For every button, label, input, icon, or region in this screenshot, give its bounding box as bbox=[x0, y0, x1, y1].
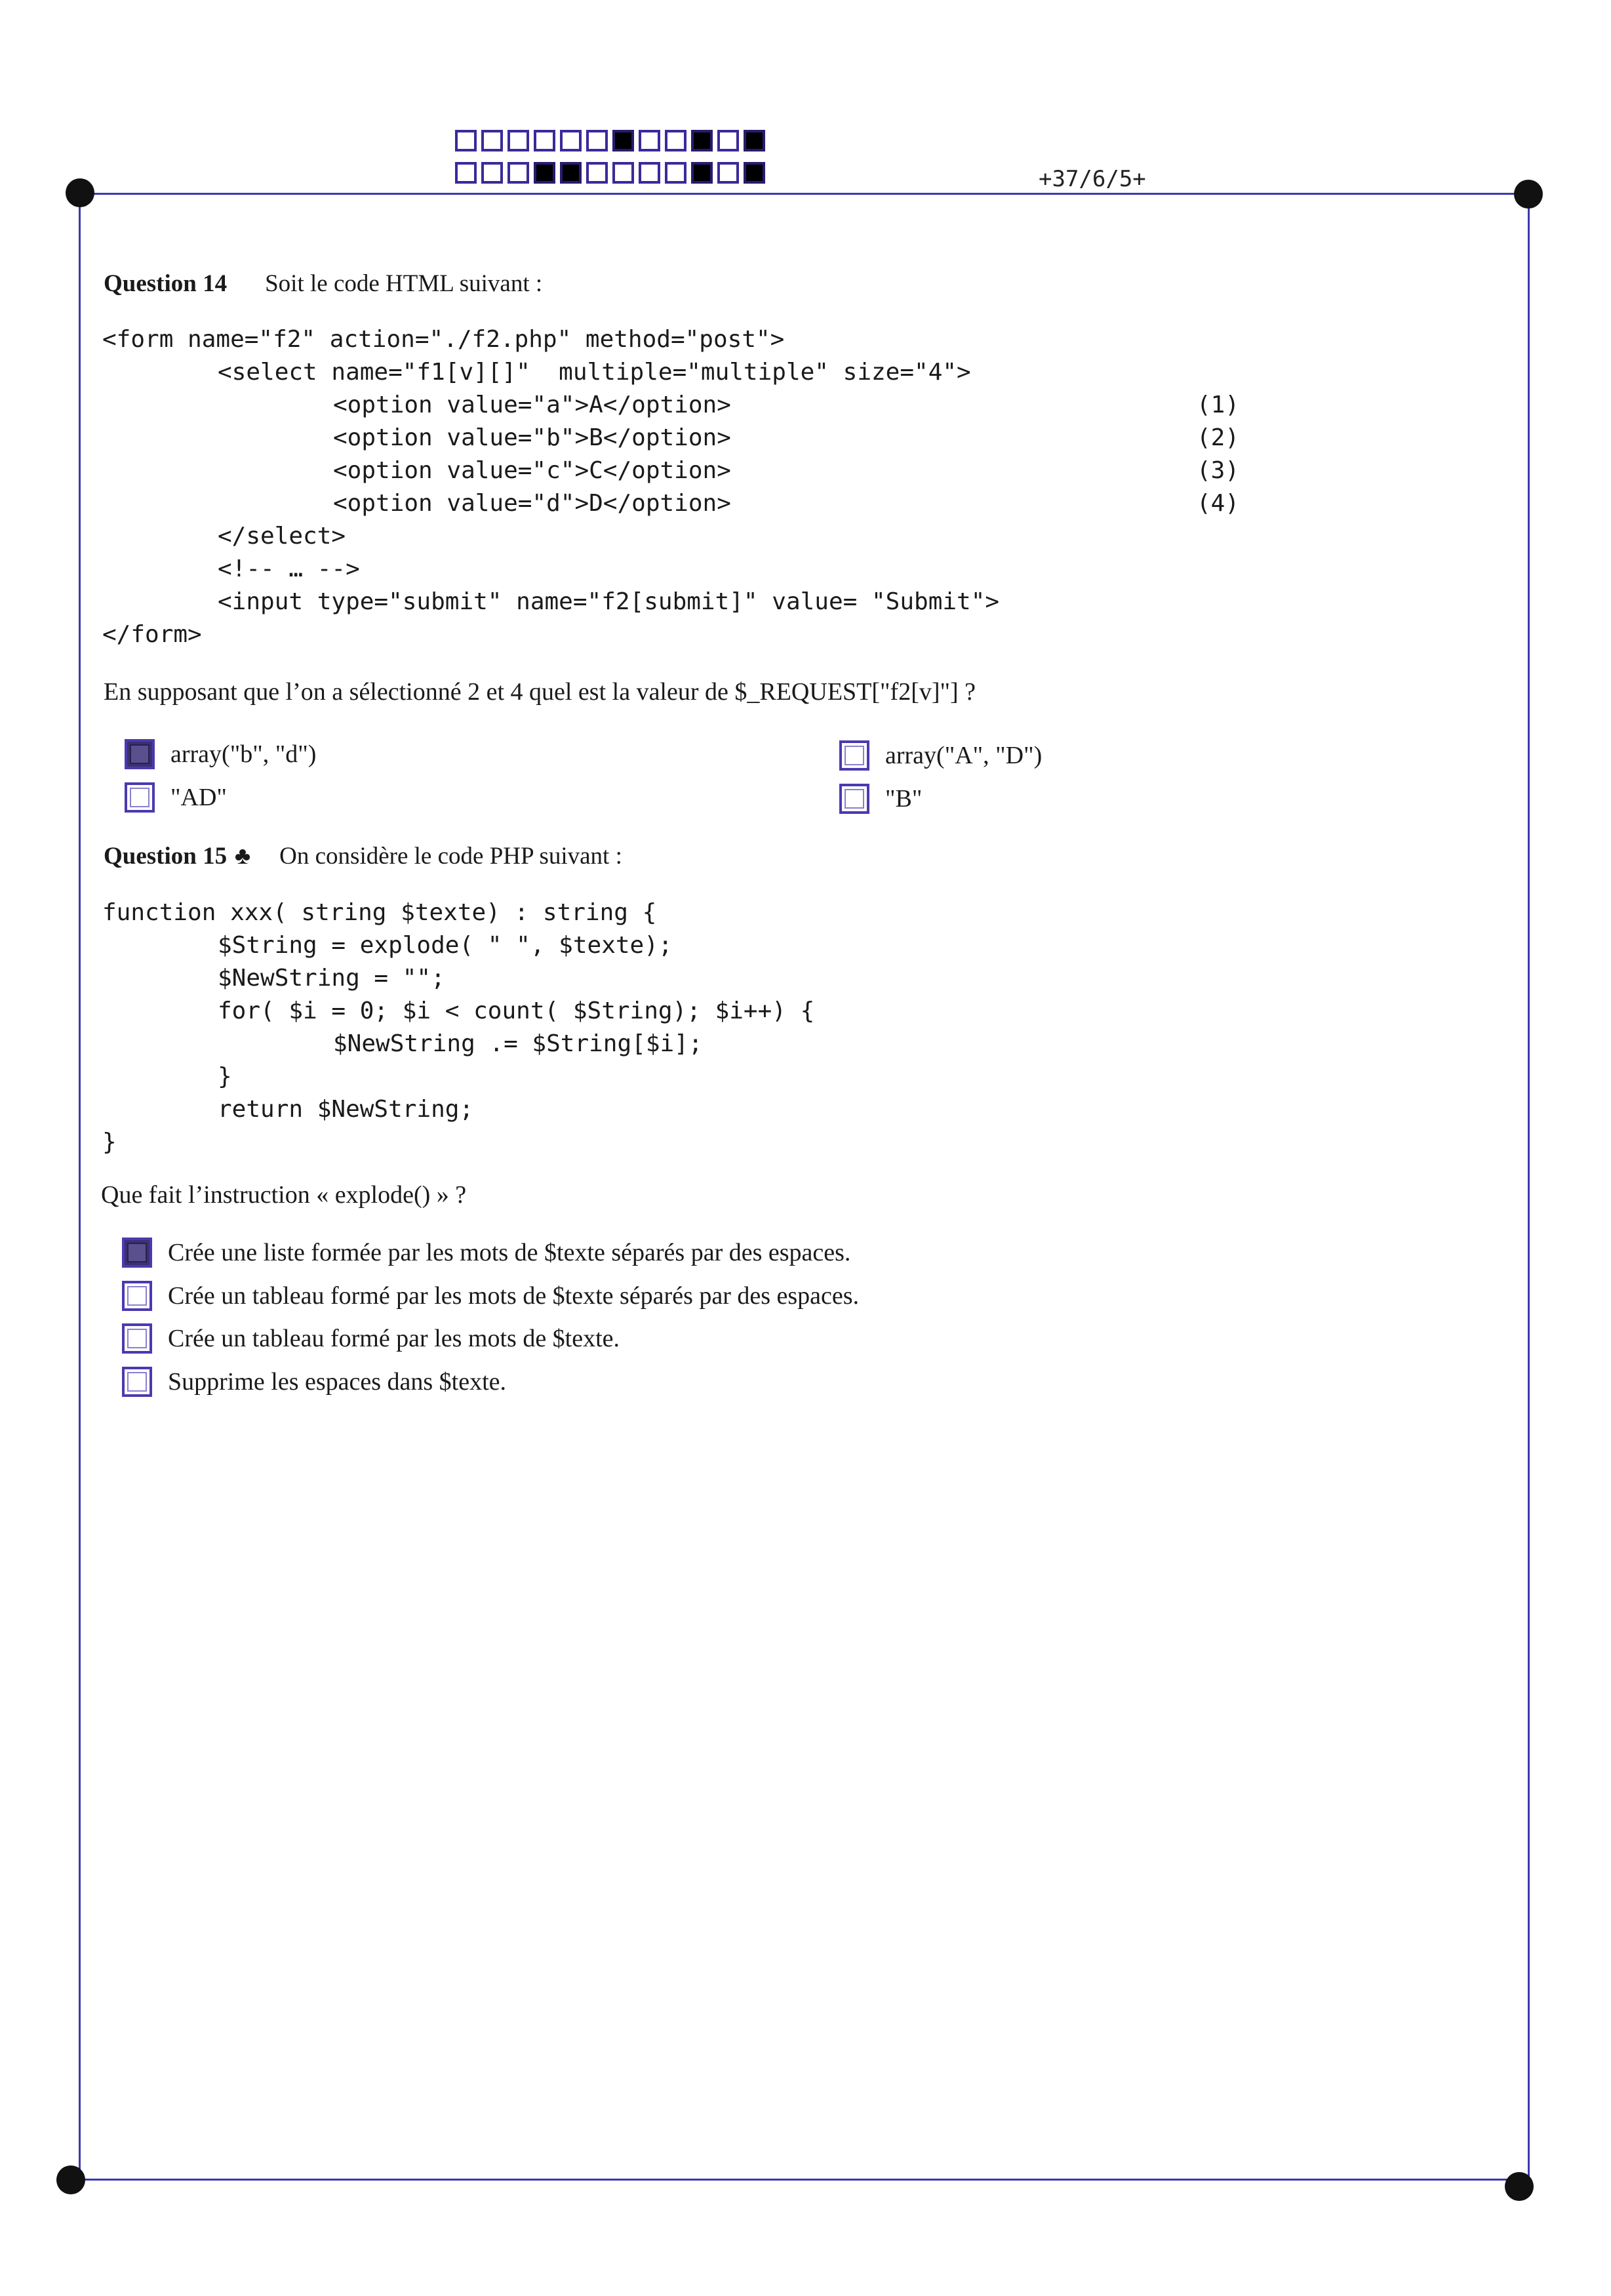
q15-code-line: $NewString .= $String[$i]; bbox=[333, 1030, 703, 1057]
id-marks-row-2 bbox=[455, 162, 770, 184]
q14-code-line: <input type="submit" name="f2[submit]" value= "Submit"> bbox=[218, 588, 1000, 615]
q15-code-line: } bbox=[102, 1128, 117, 1156]
checkbox[interactable] bbox=[839, 740, 869, 771]
q14-code-line: </select> bbox=[218, 522, 346, 550]
id-mark-filled bbox=[691, 130, 713, 151]
frame-left-line bbox=[79, 193, 81, 2179]
id-mark-empty bbox=[481, 130, 503, 151]
line-number-1: (1) bbox=[1197, 392, 1240, 418]
q15-choice-1[interactable] bbox=[122, 1238, 850, 1268]
id-mark-empty bbox=[717, 130, 739, 151]
corner-marker-bottom-left bbox=[56, 2165, 85, 2194]
id-mark-filled bbox=[534, 162, 555, 184]
choice-label: "AD" bbox=[170, 784, 227, 811]
q14-code-line: <option value="a">A</option> bbox=[333, 391, 731, 418]
choice-label: "B" bbox=[885, 785, 923, 813]
page-id: +37/6/5+ bbox=[1039, 166, 1146, 192]
q15-code-line: $String = explode( " ", $texte); bbox=[218, 931, 673, 959]
q15-choice-2[interactable] bbox=[122, 1281, 859, 1311]
line-number-2: (2) bbox=[1197, 424, 1240, 451]
q14-code-line: </form> bbox=[102, 620, 202, 648]
id-mark-empty bbox=[534, 130, 555, 151]
q14-choice-1[interactable] bbox=[125, 739, 316, 769]
checkbox[interactable] bbox=[122, 1323, 152, 1354]
checkbox[interactable] bbox=[125, 782, 155, 813]
id-mark-empty bbox=[665, 162, 686, 184]
id-mark-filled bbox=[612, 130, 634, 151]
q14-choice-4[interactable] bbox=[839, 784, 922, 814]
q14-code-line: <!-- … --> bbox=[218, 555, 360, 582]
q14-header bbox=[104, 269, 542, 298]
checkbox[interactable] bbox=[122, 1367, 152, 1397]
corner-marker-top-left bbox=[66, 178, 94, 207]
id-mark-empty bbox=[455, 130, 477, 151]
q14-question: En supposant que l’on a sélectionné 2 et 4 quel est la valeur de $_REQUEST["f2[v]"] ? bbox=[104, 678, 976, 706]
q14-code-line: <form name="f2" action="./f2.php" method="post"> bbox=[102, 325, 785, 353]
q15-intro: On considère le code PHP suivant : bbox=[279, 843, 622, 870]
id-mark-empty bbox=[612, 162, 634, 184]
q15-code-line: } bbox=[218, 1062, 232, 1090]
corner-marker-top-right bbox=[1514, 180, 1543, 209]
id-mark-empty bbox=[639, 162, 660, 184]
q14-intro: Soit le code HTML suivant : bbox=[265, 270, 543, 297]
q14-code-block bbox=[102, 323, 999, 651]
id-mark-filled bbox=[560, 162, 582, 184]
choice-label: Crée un tableau formé par les mots de $texte séparés par des espaces. bbox=[168, 1282, 860, 1310]
club-icon: ♣ bbox=[234, 843, 251, 870]
q14-code-line: <option value="c">C</option> bbox=[333, 456, 731, 484]
choice-label: Crée une liste formée par les mots de $texte séparés par des espaces. bbox=[168, 1239, 851, 1266]
id-mark-filled bbox=[744, 162, 765, 184]
q14-code-line: <option value="b">B</option> bbox=[333, 424, 731, 451]
choice-label: array("b", "d") bbox=[170, 740, 317, 768]
id-mark-empty bbox=[586, 130, 608, 151]
choice-label: Crée un tableau formé par les mots de $texte. bbox=[168, 1325, 620, 1352]
q15-choice-3[interactable] bbox=[122, 1323, 620, 1354]
id-mark-filled bbox=[744, 130, 765, 151]
q15-label: Question 15 bbox=[104, 843, 228, 870]
q15-question: Que fait l’instruction « explode() » ? bbox=[101, 1181, 467, 1209]
corner-marker-bottom-right bbox=[1505, 2172, 1534, 2201]
q15-code-block bbox=[102, 896, 814, 1158]
q14-label: Question 14 bbox=[104, 270, 228, 297]
q14-choice-3[interactable] bbox=[125, 782, 227, 813]
choice-label: Supprime les espaces dans $texte. bbox=[168, 1368, 507, 1396]
q15-code-line: return $NewString; bbox=[218, 1095, 474, 1123]
id-mark-empty bbox=[560, 130, 582, 151]
q14-code-line: <select name="f1[v][]" multiple="multiple" size="4"> bbox=[218, 358, 971, 386]
choice-label: array("A", "D") bbox=[885, 742, 1043, 769]
q15-header bbox=[104, 841, 622, 870]
checkbox[interactable] bbox=[125, 739, 155, 769]
id-mark-empty bbox=[586, 162, 608, 184]
q15-code-line: function xxx( string $texte) : string { bbox=[102, 898, 657, 926]
q15-choice-4[interactable] bbox=[122, 1367, 506, 1397]
frame-right-line bbox=[1528, 193, 1530, 2186]
line-number-4: (4) bbox=[1197, 490, 1240, 517]
id-marks-row-1 bbox=[455, 130, 770, 151]
id-mark-filled bbox=[691, 162, 713, 184]
q15-code-line: $NewString = ""; bbox=[218, 964, 445, 992]
q14-code-line: <option value="d">D</option> bbox=[333, 489, 731, 517]
id-mark-empty bbox=[507, 130, 529, 151]
frame-bottom-line bbox=[71, 2179, 1520, 2181]
line-number-3: (3) bbox=[1197, 457, 1240, 484]
id-mark-empty bbox=[455, 162, 477, 184]
frame-top-line bbox=[80, 193, 1529, 195]
checkbox[interactable] bbox=[839, 784, 869, 814]
q14-choice-2[interactable] bbox=[839, 740, 1042, 771]
id-mark-empty bbox=[717, 162, 739, 184]
checkbox[interactable] bbox=[122, 1281, 152, 1311]
checkbox[interactable] bbox=[122, 1238, 152, 1268]
id-mark-empty bbox=[665, 130, 686, 151]
id-mark-empty bbox=[639, 130, 660, 151]
id-mark-empty bbox=[481, 162, 503, 184]
q15-code-line: for( $i = 0; $i < count( $String); $i++) { bbox=[218, 997, 815, 1024]
id-mark-empty bbox=[507, 162, 529, 184]
